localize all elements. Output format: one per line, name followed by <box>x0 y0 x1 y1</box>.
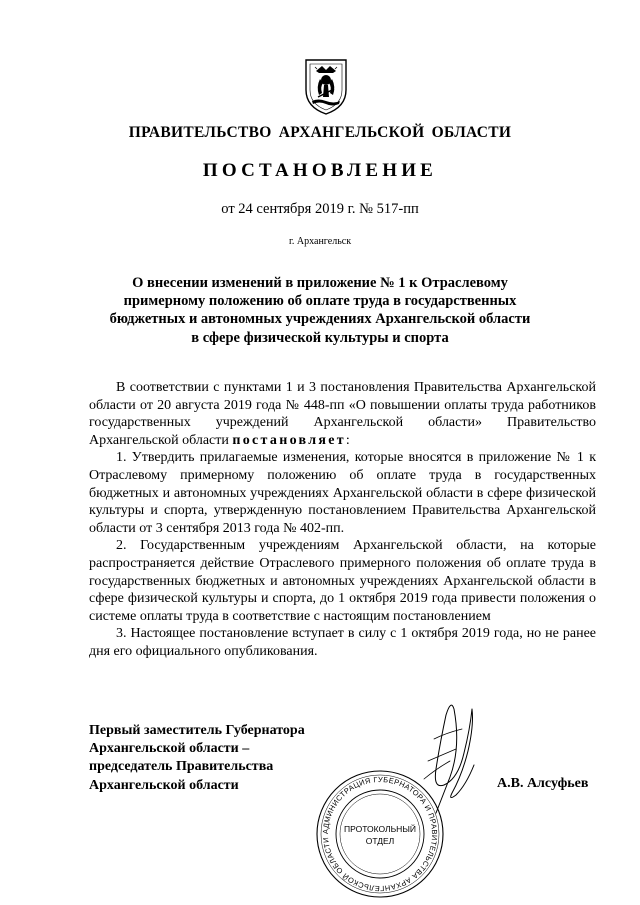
signer-position-line: председатель Правительства <box>89 759 274 775</box>
signer-position <box>89 722 305 795</box>
resolves-word: постановляет <box>232 432 346 448</box>
preamble-text: В соответствии с пунктами 1 и 3 постановления Правительства Архангельской области от 20 августа 2019 года № 448-пп «О повышении оплаты труда работников государственных учреждений Архангельской области» Правительство Архангельской области <box>89 380 596 448</box>
document-type: ПОСТАНОВЛЕНИЕ <box>202 160 438 181</box>
body-paragraph-1: 1. Утвердить прилагаемые изменения, которые вносятся в приложение № 1 к Отраслевому примерному положению об оплате труда в государственных бюджетных и автономных учреждениях Архангельской области в сфере физической культуры и спорта, утвержденную постановлением Правительства Архангельской области от 3 сентября 2013 года № 402-пп. <box>89 450 596 536</box>
title-line: бюджетных и автономных учреждениях Архангельской области <box>109 311 531 328</box>
document-body <box>89 379 596 661</box>
title-line: примерному положению об оплате труда в государственных <box>123 293 517 310</box>
document-title <box>0 274 640 347</box>
signer-position-line: Архангельской области <box>89 777 239 793</box>
document-date-number: от 24 сентября 2019 г. № 517-пп <box>221 201 419 217</box>
document-city: г. Архангельск <box>288 236 352 247</box>
svg-text:АДМИНИСТРАЦИЯ ГУБЕРНАТОРА И ПР <box>321 775 439 893</box>
title-line: О внесении изменений в приложение № 1 к Отраслевому <box>132 275 508 291</box>
preamble-paragraph <box>89 379 596 449</box>
stamp-ring-text: АДМИНИСТРАЦИЯ ГУБЕРНАТОРА И ПРАВИТЕЛЬСТВА АРХАНГЕЛЬСКОЙ ОБЛАСТИ <box>320 774 440 894</box>
body-paragraph-3: 3. Настоящее постановление вступает в силу с 1 октября 2019 года, но не ранее дня его официального опубликования. <box>89 626 596 659</box>
stamp-center-line: ОТДЕЛ <box>365 836 395 846</box>
signer-name: А.В. Алсуфьев <box>497 776 589 791</box>
title-line: в сфере физической культуры и спорта <box>191 329 449 346</box>
signer-position-line: Первый заместитель Губернатора <box>89 723 305 738</box>
preamble-end: : <box>345 432 350 448</box>
body-paragraph-2: 2. Государственным учреждениям Архангельской области, на которые распространяется действие Отраслевого примерного положения об оплате труда в государственных бюджетных и автономных учреждениях Архангельской области в сфере физической культуры и спорта, до 1 октября 2019 года привести положения о системе оплаты труда в соответствие с настоящим постановлением <box>89 538 596 624</box>
coat-of-arms-emblem <box>302 57 350 117</box>
signer-position-line: Архангельской области – <box>89 741 250 757</box>
stamp-center-line: ПРОТОКОЛЬНЫЙ <box>344 824 416 834</box>
protocol-department-stamp <box>312 766 448 902</box>
government-name: ПРАВИТЕЛЬСТВО АРХАНГЕЛЬСКОЙ ОБЛАСТИ <box>128 124 512 141</box>
